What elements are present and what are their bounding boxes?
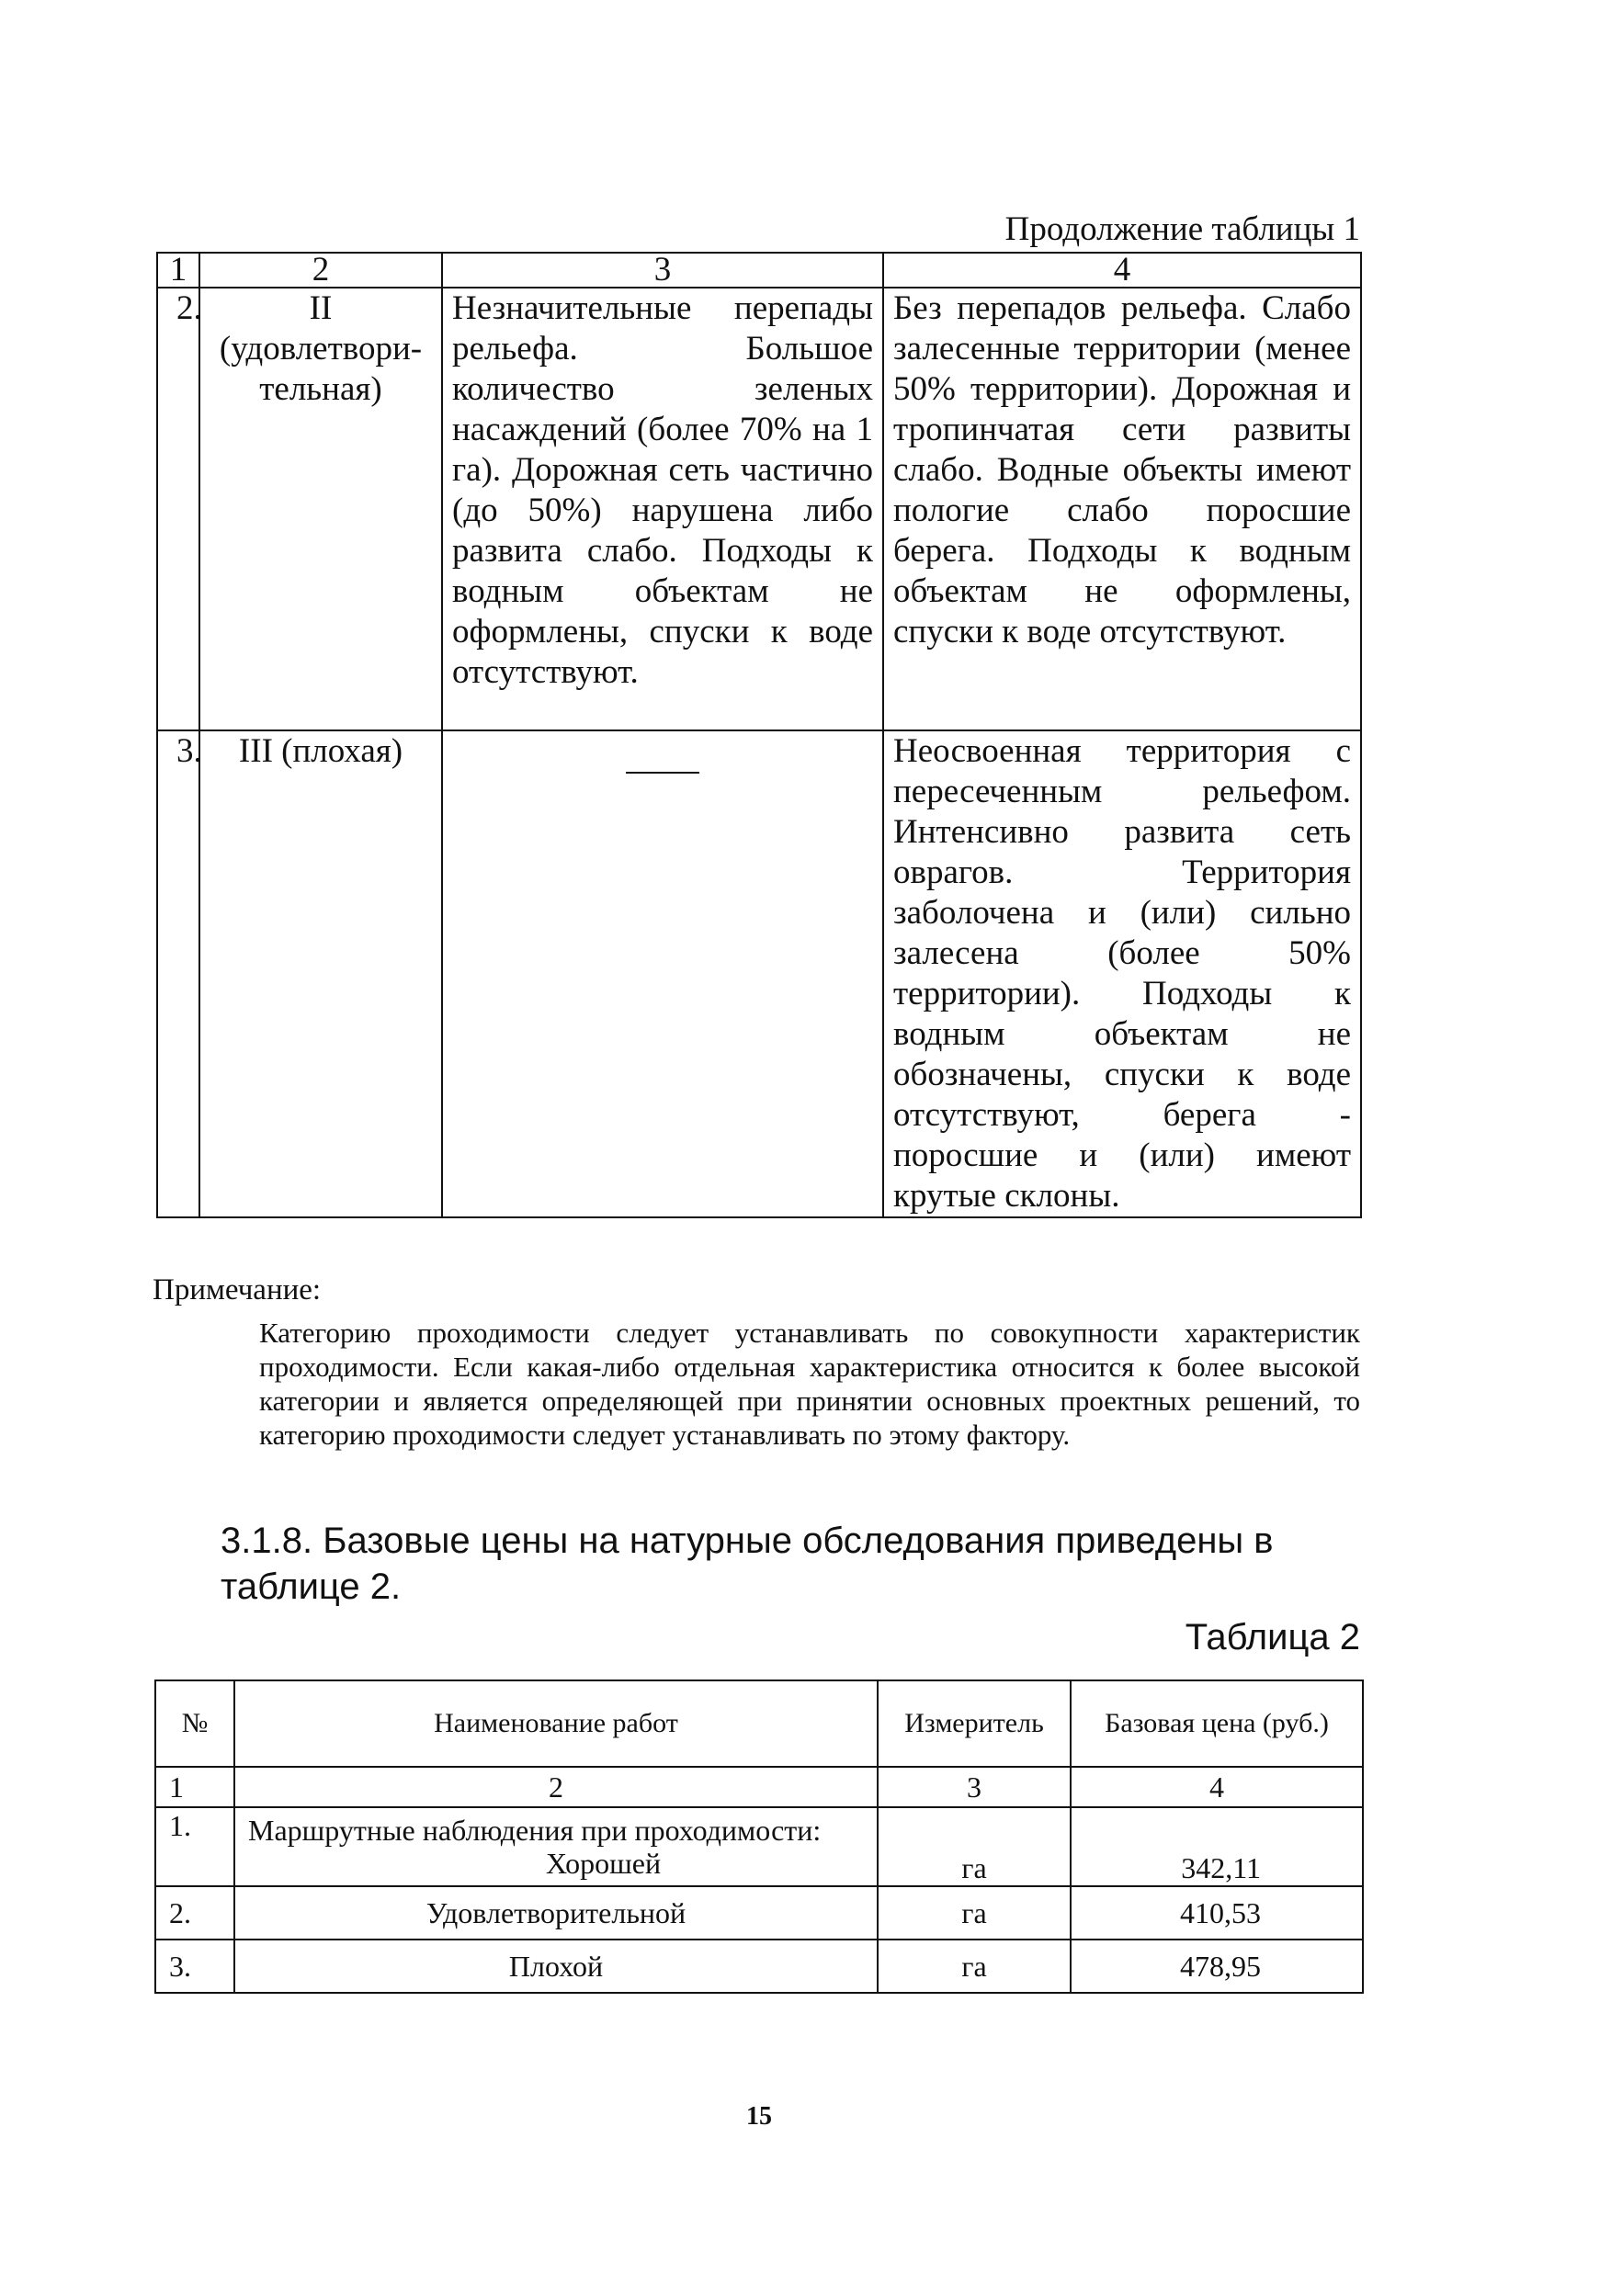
table-row xyxy=(155,1886,1363,1940)
section-paragraph: 3.1.8. Базовые цены на натурные обследования приведены в таблице 2. xyxy=(221,1521,1274,1607)
work-sub-name: Хорошей xyxy=(546,1847,662,1880)
dash-mark xyxy=(626,772,699,774)
row-number: 3. xyxy=(155,1940,234,1993)
table2-caption: Таблица 2 xyxy=(1185,1617,1360,1657)
row-number: 2. xyxy=(157,288,199,730)
work-name-cell: Удовлетворительной xyxy=(234,1886,878,1940)
table2-header-cell: Базовая цена (руб.) xyxy=(1071,1680,1363,1767)
table2-header-cell: Измеритель xyxy=(878,1680,1071,1767)
price-cell: 342,11 xyxy=(1071,1807,1363,1886)
table1-row xyxy=(157,730,1361,1217)
unit-cell: га xyxy=(878,1940,1071,1993)
row-number: 2. xyxy=(155,1886,234,1940)
description-cell: Без перепадов рельефа. Слабо залесенные территории (менее 50% территории). Дорожная и тропинчатая сети развиты слабо. Водные объекты имеют пологие слабо поросшие берега. Подходы к водным объектам не оформлены, спуски к воде отсутствуют. xyxy=(883,288,1361,730)
table1-header-cell: 2 xyxy=(199,253,442,288)
work-name-cell xyxy=(234,1807,878,1886)
table1-header-cell: 3 xyxy=(442,253,883,288)
description-cell: Незначительные перепады рельефа. Большое количество зеленых насаждений (более 70% на 1 га). Дорожная сеть частично (до 50%) нарушена либо развита слабо. Подходы к водным объектам не оформлены, спуски к воде отсутствуют. xyxy=(442,288,883,730)
table2-header-cell: Наименование работ xyxy=(234,1680,878,1767)
category-cell: II (удовлетвори-тельная) xyxy=(199,288,442,730)
unit-cell: га xyxy=(878,1886,1071,1940)
table1-header-cell: 1 xyxy=(157,253,199,288)
table2 xyxy=(154,1680,1364,1994)
table2-header-cell: № xyxy=(155,1680,234,1767)
column-number: 3 xyxy=(878,1767,1071,1807)
row-number: 3. xyxy=(157,730,199,1217)
table-row xyxy=(155,1807,1363,1886)
row-number: 1. xyxy=(155,1807,234,1886)
table1-header-row xyxy=(157,253,1361,288)
category-cell: III (плохая) xyxy=(199,730,442,1217)
table2-header-row xyxy=(155,1680,1363,1767)
table-row xyxy=(155,1940,1363,1993)
work-name-cell: Плохой xyxy=(234,1940,878,1993)
description-cell: Неосвоенная территория с пересеченным рельефом. Интенсивно развита сеть оврагов. Территория заболочена и (или) сильно залесена (более 50% территории). Подходы к водным объектам не обозначены, спуски к воде отсутствуют, берега - поросшие и (или) имеют крутые склоны. xyxy=(883,730,1361,1217)
empty-cell-dash xyxy=(442,730,883,1217)
price-cell: 410,53 xyxy=(1071,1886,1363,1940)
table2-column-number-row xyxy=(155,1767,1363,1807)
column-number: 1 xyxy=(155,1767,234,1807)
table1-continuation-caption: Продолжение таблицы 1 xyxy=(1004,210,1360,248)
table1-row xyxy=(157,288,1361,730)
table1 xyxy=(156,252,1362,1218)
work-name: Маршрутные наблюдения при проходимости: xyxy=(248,1814,822,1847)
page-number: 15 xyxy=(746,2102,772,2131)
note-text: Категорию проходимости следует устанавливать по совокупности характеристик проходимости. Если какая-либо отдельная характеристика относится к более высокой категории и является определяющей при принятии основных проектных решений, то категорию проходимости следует устанавливать по этому фактору. xyxy=(259,1317,1360,1451)
table1-header-cell: 4 xyxy=(883,253,1361,288)
note-label: Примечание: xyxy=(153,1273,322,1306)
column-number: 2 xyxy=(234,1767,878,1807)
price-cell: 478,95 xyxy=(1071,1940,1363,1993)
column-number: 4 xyxy=(1071,1767,1363,1807)
unit-cell: га xyxy=(878,1807,1071,1886)
